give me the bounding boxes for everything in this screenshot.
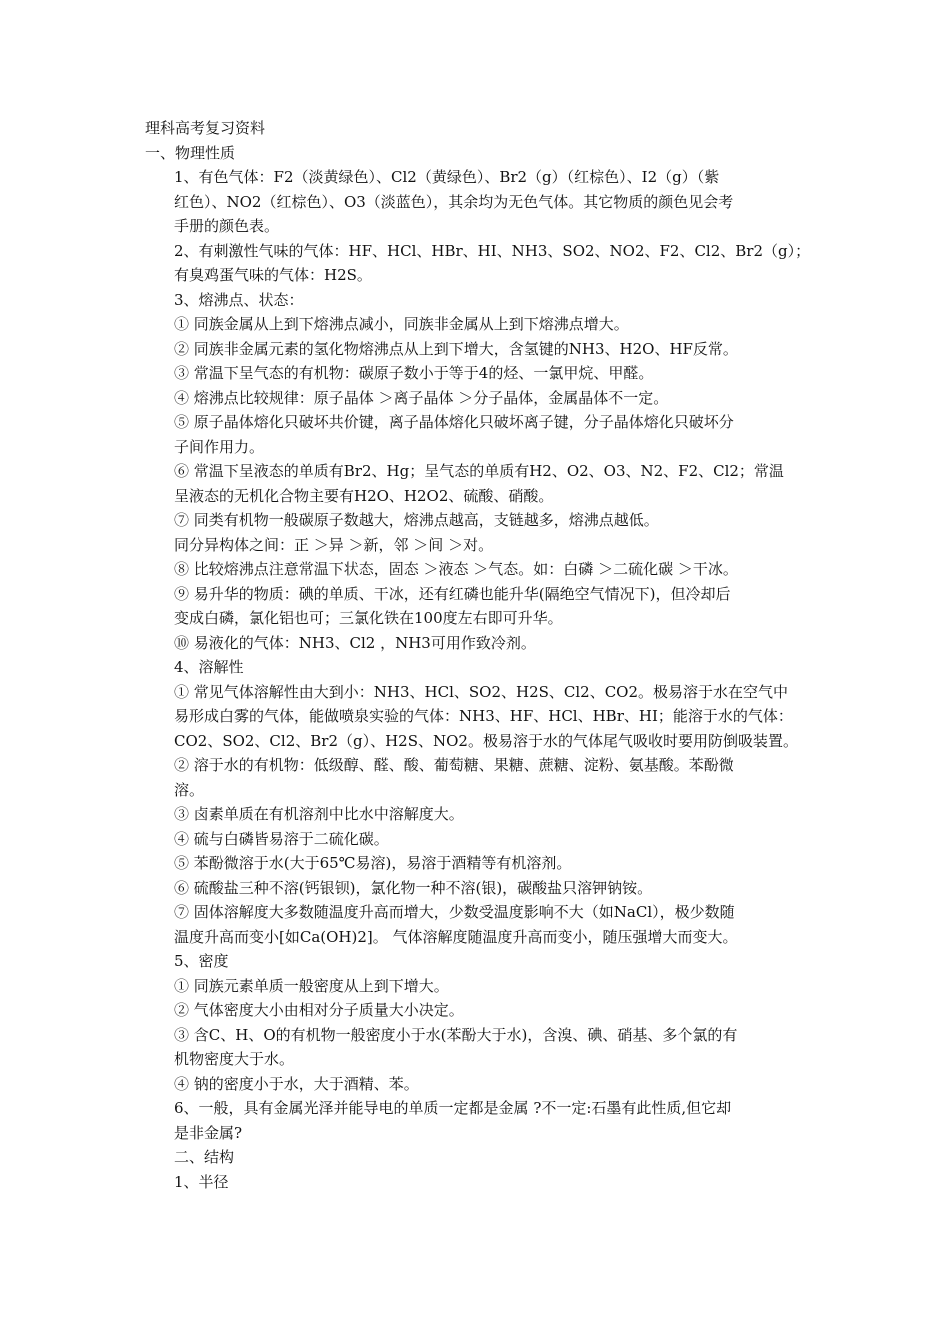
subsection-heading: 5、密度 (174, 952, 229, 970)
text-line: 有臭鸡蛋气味的气体：H2S。 (174, 266, 372, 284)
list-item: ⑥ 常温下呈液态的单质有Br2、Hg；呈气态的单质有H2、O2、O3、N2、F2、Cl2；常温 (174, 462, 784, 480)
list-item-cont: 易形成白雾的气体，能做喷泉实验的气体：NH3、HF、HCl、HBr、HI；能溶于水的气体： (174, 707, 793, 725)
list-item: ⑥ 硫酸盐三种不溶(钙银钡)，氯化物一种不溶(银)，碳酸盐只溶钾钠铵。 (174, 878, 653, 897)
list-item: ① 常见气体溶解性由大到小：NH3、HCl、SO2、H2S、Cl2、CO2。极易溶于水在空气中 (174, 682, 789, 701)
list-item: ⑩ 易液化的气体：NH3、Cl2 ，NH3可用作致冷剂。 (174, 633, 536, 652)
section-heading: 二、结构 (174, 1148, 235, 1166)
list-item-cont: 呈液态的无机化合物主要有H2O、H2O2、硫酸、硝酸。 (174, 486, 554, 505)
list-item-cont: 变成白磷，氯化铝也可；三氯化铁在100度左右即可升华。 (174, 609, 563, 627)
list-item: ② 溶于水的有机物：低级醇、醛、酸、葡萄糖、果糖、蔗糖、淀粉、氨基酸。苯酚微 (174, 756, 734, 774)
section-heading: 一、物理性质 (145, 143, 236, 162)
list-item-cont: 子间作用力。 (174, 437, 265, 456)
list-item-cont: CO2、SO2、Cl2、Br2（g）、H2S、NO2。极易溶于水的气体尾气吸收时要用防倒吸装置。 (174, 731, 798, 750)
list-item: ⑦ 固体溶解度大多数随温度升高而增大，少数受温度影响不大（如NaCl），极少数随 (174, 903, 735, 921)
text-line: 6、一般，具有金属光泽并能导电的单质一定都是金属 ?不一定:石墨有此性质,但它却 (174, 1099, 732, 1117)
list-item: ④ 硫与白磷皆易溶于二硫化碳。 (174, 829, 389, 848)
list-item: ① 同族元素单质一般密度从上到下增大。 (174, 976, 449, 995)
list-item: ② 同族非金属元素的氢化物熔沸点从上到下增大，含氢键的NH3、H2O、HF反常。 (174, 339, 738, 358)
list-item: ③ 常温下呈气态的有机物：碳原子数小于等于4的烃、一氯甲烷、甲醛。 (174, 364, 654, 382)
list-item: ② 气体密度大小由相对分子质量大小决定。 (174, 1001, 464, 1019)
list-item-cont: 机物密度大于水。 (174, 1050, 295, 1068)
list-item: ③ 卤素单质在有机溶剂中比水中溶解度大。 (174, 805, 464, 823)
list-item: ① 同族金属从上到下熔沸点减小，同族非金属从上到下熔沸点增大。 (174, 315, 629, 333)
list-item: ⑤ 苯酚微溶于水(大于65℃易溶)，易溶于酒精等有机溶剂。 (174, 854, 572, 872)
text-line: 是非金属? (174, 1123, 243, 1142)
list-item: ④ 钠的密度小于水，大于酒精、苯。 (174, 1074, 419, 1093)
list-item: ⑦ 同类有机物一般碳原子数越大，熔沸点越高，支链越多，熔沸点越低。 (174, 511, 659, 529)
text-line: 1、有色气体：F2（淡黄绿色）、Cl2（黄绿色）、Br2（g）（红棕色）、I2（g）（紫 (174, 168, 720, 186)
text-line: 手册的颜色表。 (174, 217, 280, 235)
list-item: ⑧ 比较熔沸点注意常温下状态，固态 ＞液态 ＞气态。如：白磷 ＞二硫化碳 ＞干冰。 (174, 560, 738, 578)
list-item: ③ 含C、H、O的有机物一般密度小于水(苯酚大于水)，含溴、碘、硝基、多个氯的有 (174, 1025, 738, 1044)
list-item-cont: 同分异构体之间：正 ＞异 ＞新，邻 ＞间 ＞对。 (174, 535, 494, 554)
document-title: 理科高考复习资料 (145, 119, 266, 137)
subsection-heading: 3、熔沸点、状态： (174, 290, 304, 309)
list-item-cont: 溶。 (174, 780, 205, 799)
list-item: ④ 熔沸点比较规律：原子晶体 ＞离子晶体 ＞分子晶体，金属晶体不一定。 (174, 388, 669, 407)
list-item: ⑨ 易升华的物质：碘的单质、干冰，还有红磷也能升华(隔绝空气情况下)，但冷却后 (174, 584, 731, 603)
subsection-heading: 1、半径 (174, 1172, 229, 1191)
text-line: 2、有刺激性气味的气体：HF、HCl、HBr、HI、NH3、SO2、NO2、F2、Cl2、Br2（g）； (174, 241, 810, 260)
list-item-cont: 温度升高而变小[如Ca(OH)2]。 气体溶解度随温度升高而变小，随压强增大而变大。 (174, 927, 738, 946)
list-item: ⑤ 原子晶体熔化只破坏共价键，离子晶体熔化只破坏离子键，分子晶体熔化只破坏分 (174, 413, 734, 431)
text-line: 红色）、NO2（红棕色）、O3（淡蓝色），其余均为无色气体。其它物质的颜色见会考 (174, 192, 734, 211)
subsection-heading: 4、溶解性 (174, 658, 244, 676)
